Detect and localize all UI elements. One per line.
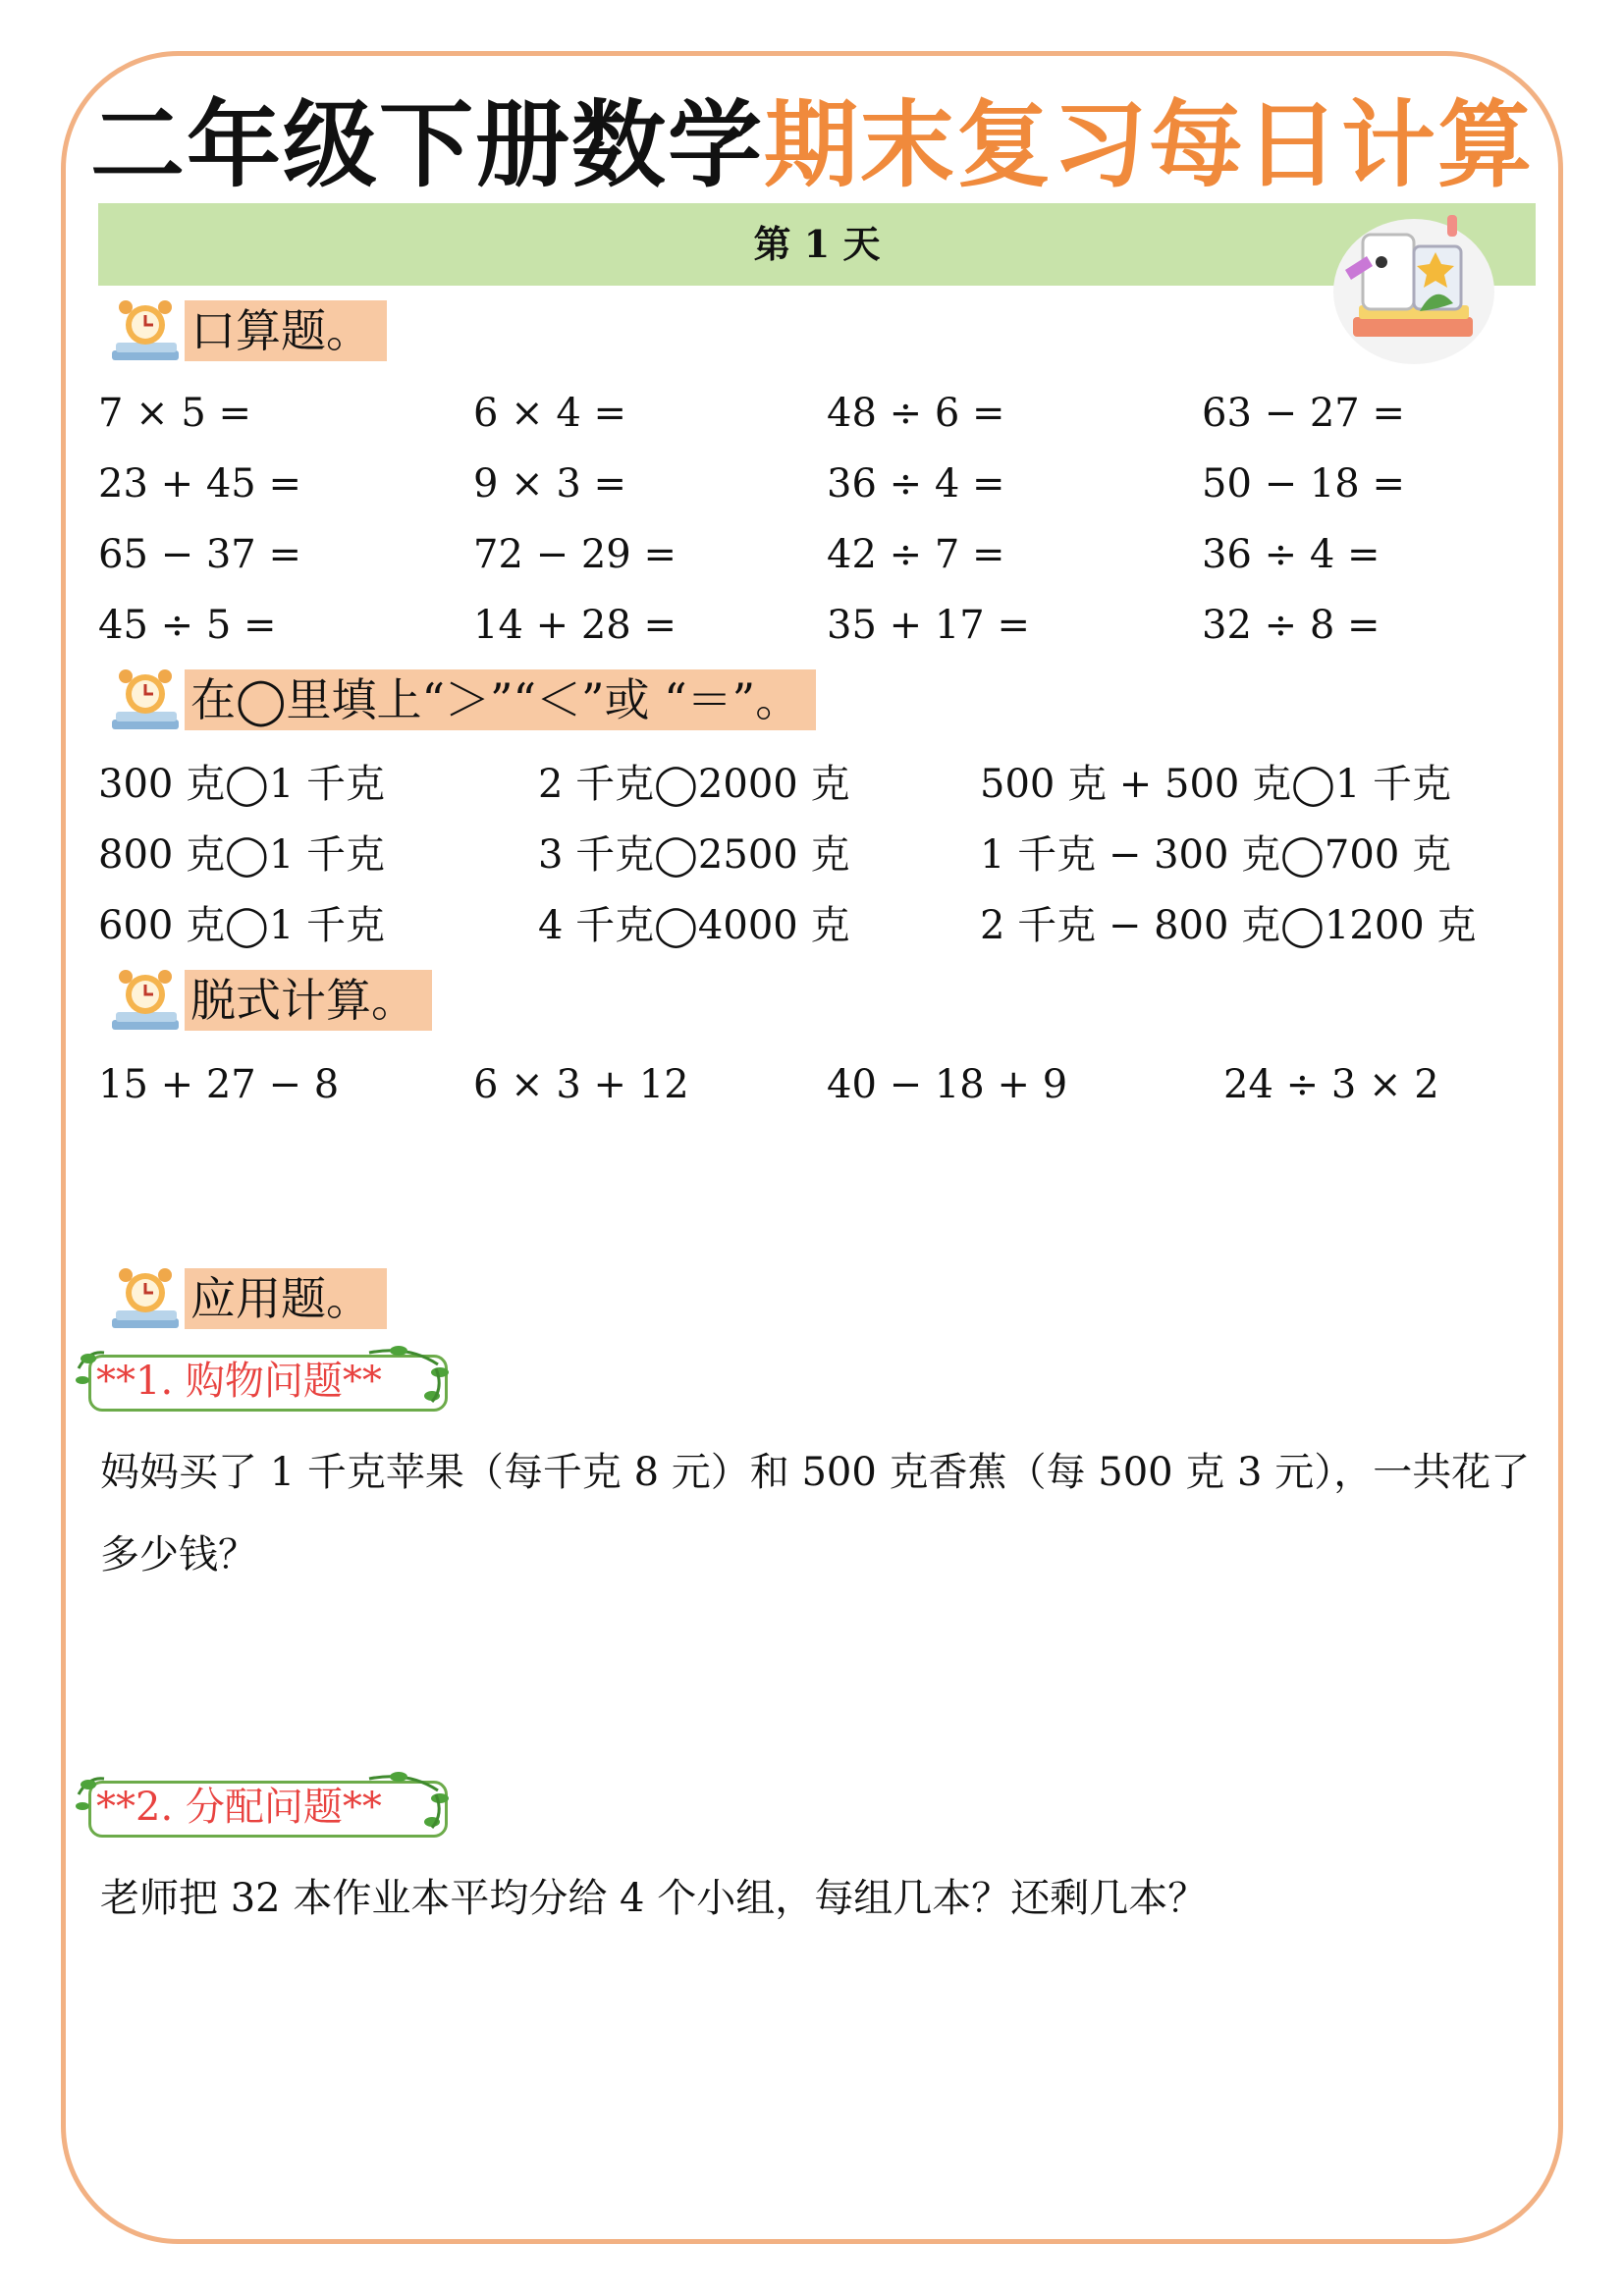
stepwise-item: 24 ÷ 3 × 2 — [1223, 1062, 1439, 1107]
compare-item: 3 千克◯2500 克 — [538, 832, 850, 878]
oral-item: 65 − 37 = — [98, 532, 301, 577]
oral-item: 36 ÷ 4 = — [827, 461, 1005, 507]
oral-item: 6 × 4 = — [473, 391, 627, 436]
section-oral — [108, 300, 387, 361]
problem-tag-text: **1. 购物问题** — [96, 1359, 382, 1404]
title-part-2: 期末复习每日计算 — [764, 90, 1534, 200]
compare-item: 4 千克◯4000 克 — [538, 903, 850, 948]
oral-item: 48 ÷ 6 = — [827, 391, 1005, 436]
section-label: 在◯里填上“＞”“＜”或 “＝”。 — [185, 669, 816, 730]
compare-item: 300 克◯1 千克 — [98, 762, 385, 807]
alarm-clock-icon — [108, 1263, 185, 1334]
problem-tag-1 — [75, 1339, 460, 1419]
oral-item: 23 + 45 = — [98, 461, 301, 507]
section-label: 口算题。 — [185, 300, 387, 361]
oral-item: 35 + 17 = — [827, 603, 1030, 648]
compare-item: 2 千克◯2000 克 — [538, 762, 850, 807]
stepwise-item: 15 + 27 − 8 — [98, 1062, 340, 1107]
oral-item: 45 ÷ 5 = — [98, 603, 277, 648]
compare-item: 600 克◯1 千克 — [98, 903, 385, 948]
alarm-clock-icon — [108, 665, 185, 735]
compare-item: 500 克 + 500 克◯1 千克 — [980, 762, 1451, 807]
oral-item: 14 + 28 = — [473, 603, 677, 648]
oral-item: 42 ÷ 7 = — [827, 532, 1005, 577]
page-title — [0, 86, 1624, 204]
oral-item: 32 ÷ 8 = — [1202, 603, 1380, 648]
stepwise-item: 6 × 3 + 12 — [473, 1062, 689, 1107]
section-stepwise — [108, 970, 432, 1031]
oral-item: 50 − 18 = — [1202, 461, 1405, 507]
oral-item: 63 − 27 = — [1202, 391, 1405, 436]
problem-tag-text: **2. 分配问题** — [96, 1785, 382, 1830]
section-word — [108, 1268, 387, 1329]
oral-item: 9 × 3 = — [473, 461, 627, 507]
compare-item: 800 克◯1 千克 — [98, 832, 385, 878]
section-label: 脱式计算。 — [185, 970, 432, 1031]
problem-text-1: 妈妈买了 1 千克苹果（每千克 8 元）和 500 克香蕉（每 500 克 3 元），一共花了多少钱？ — [100, 1450, 1531, 1577]
problem-text-2: 老师把 32 本作业本平均分给 4 个小组，每组几本？还剩几本？ — [100, 1876, 1208, 1921]
stepwise-item: 40 − 18 + 9 — [827, 1062, 1068, 1107]
title-part-1: 二年级下册数学 — [90, 90, 764, 200]
problem-tag-2 — [75, 1765, 460, 1845]
oral-item: 7 × 5 = — [98, 391, 252, 436]
books-illustration-icon — [1326, 201, 1502, 368]
compare-item: 1 千克 − 300 克◯700 克 — [980, 832, 1451, 878]
section-compare — [108, 669, 816, 730]
alarm-clock-icon — [108, 965, 185, 1036]
day-banner: 第 1 天 — [98, 203, 1536, 286]
oral-item: 36 ÷ 4 = — [1202, 532, 1380, 577]
section-label: 应用题。 — [185, 1268, 387, 1329]
compare-item: 2 千克 − 800 克◯1200 克 — [980, 903, 1477, 948]
oral-item: 72 − 29 = — [473, 532, 677, 577]
alarm-clock-icon — [108, 295, 185, 366]
